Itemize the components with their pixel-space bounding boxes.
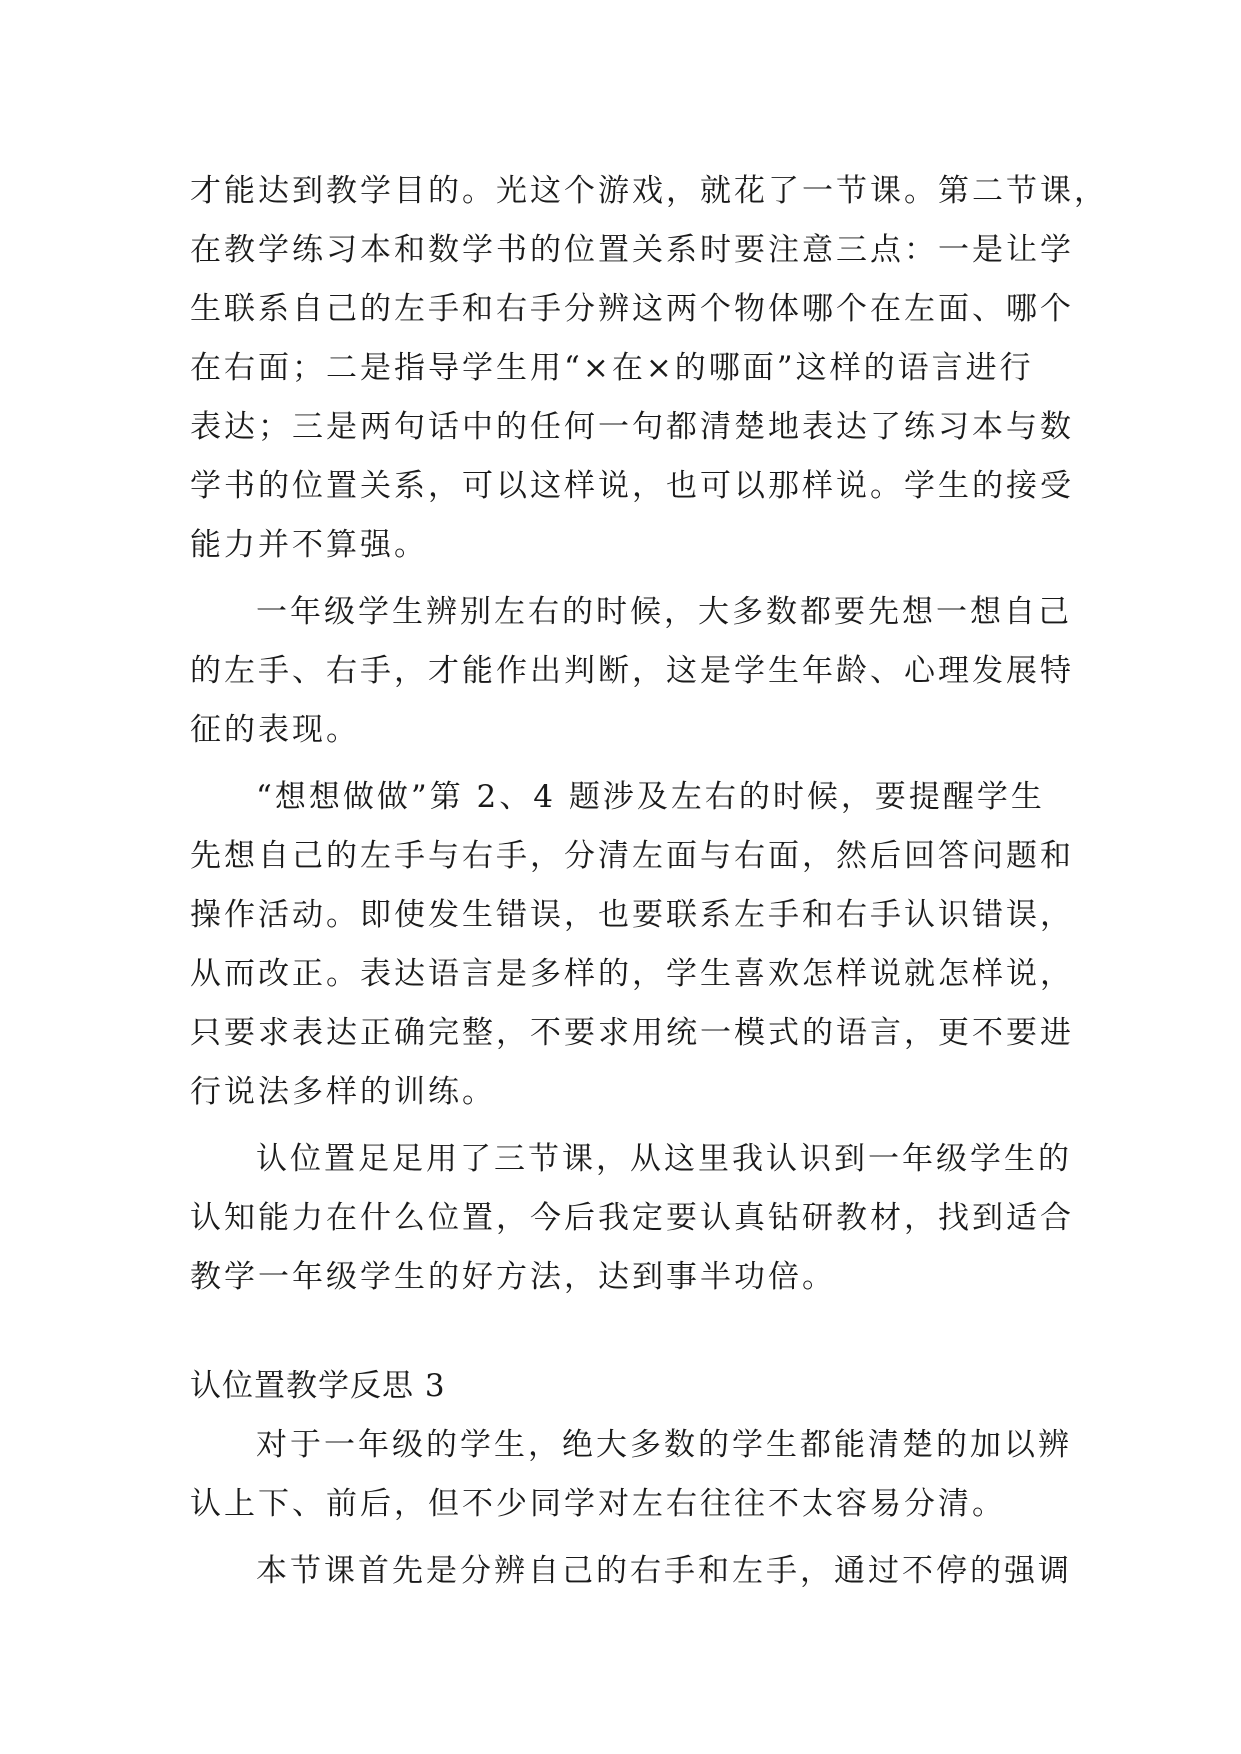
paragraph-gap [190, 1122, 1060, 1130]
text-line: 一年级学生辨别左右的时候，大多数都要先想一想自己 [256, 594, 1072, 630]
paragraph-gap [190, 575, 1060, 583]
text-line: 只要求表达正确完整，不要求用统一模式的语言，更不要进 [190, 1015, 1074, 1051]
text-line: 行说法多样的训练。 [190, 1074, 496, 1110]
text-line: 在教学练习本和数学书的位置关系时要注意三点：一是让学 [190, 232, 1074, 268]
paragraph-gap [190, 1534, 1060, 1542]
text-line: 教学一年级学生的好方法，达到事半功倍。 [190, 1259, 836, 1295]
paragraph-4 [190, 1130, 1074, 1307]
document-body [190, 162, 1108, 1601]
text-line: 能力并不算强。 [190, 527, 428, 563]
paragraph-gap [190, 760, 1060, 768]
text-line: 才能达到教学目的。光这个游戏，就花了一节课。第二节课， [190, 173, 1108, 209]
text-line: 认知能力在什么位置，今后我定要认真钻研教材，找到适合 [190, 1200, 1074, 1236]
text-line: 先想自己的左手与右手，分清左面与右面，然后回答问题和 [190, 838, 1074, 874]
text-line: 征的表现。 [190, 712, 360, 748]
text-line: 操作活动。即使发生错误，也要联系左手和右手认识错误， [190, 897, 1074, 933]
text-line: 认上下、前后，但不少同学对左右往往不太容易分清。 [190, 1486, 1006, 1522]
text-line: 本节课首先是分辨自己的右手和左手，通过不停的强调 [256, 1553, 1072, 1589]
text-line: “想想做做”第 2、4 题涉及左右的时候，要提醒学生 [256, 779, 1045, 815]
text-line: 在右面；二是指导学生用“×在×的哪面”这样的语言进行 [190, 350, 1034, 386]
paragraph-2 [190, 583, 1074, 760]
text-line: 生联系自己的左手和右手分辨这两个物体哪个在左面、哪个 [190, 291, 1074, 327]
section-paragraph-2 [190, 1542, 1072, 1601]
section-heading: 认位置教学反思 3 [190, 1368, 446, 1404]
text-line: 对于一年级的学生，绝大多数的学生都能清楚的加以辨 [256, 1427, 1072, 1463]
text-line: 表达；三是两句话中的任何一句都清楚地表达了练习本与数 [190, 409, 1074, 445]
text-line: 从而改正。表达语言是多样的，学生喜欢怎样说就怎样说， [190, 956, 1074, 992]
text-line: 学书的位置关系，可以这样说，也可以那样说。学生的接受 [190, 468, 1074, 504]
section-gap [190, 1307, 1060, 1357]
paragraph-3 [190, 768, 1074, 1122]
text-line: 认位置足足用了三节课，从这里我认识到一年级学生的 [256, 1141, 1072, 1177]
section-paragraph-1 [190, 1416, 1072, 1534]
text-line: 的左手、右手，才能作出判断，这是学生年龄、心理发展特 [190, 653, 1074, 689]
paragraph-1 [190, 162, 1108, 575]
